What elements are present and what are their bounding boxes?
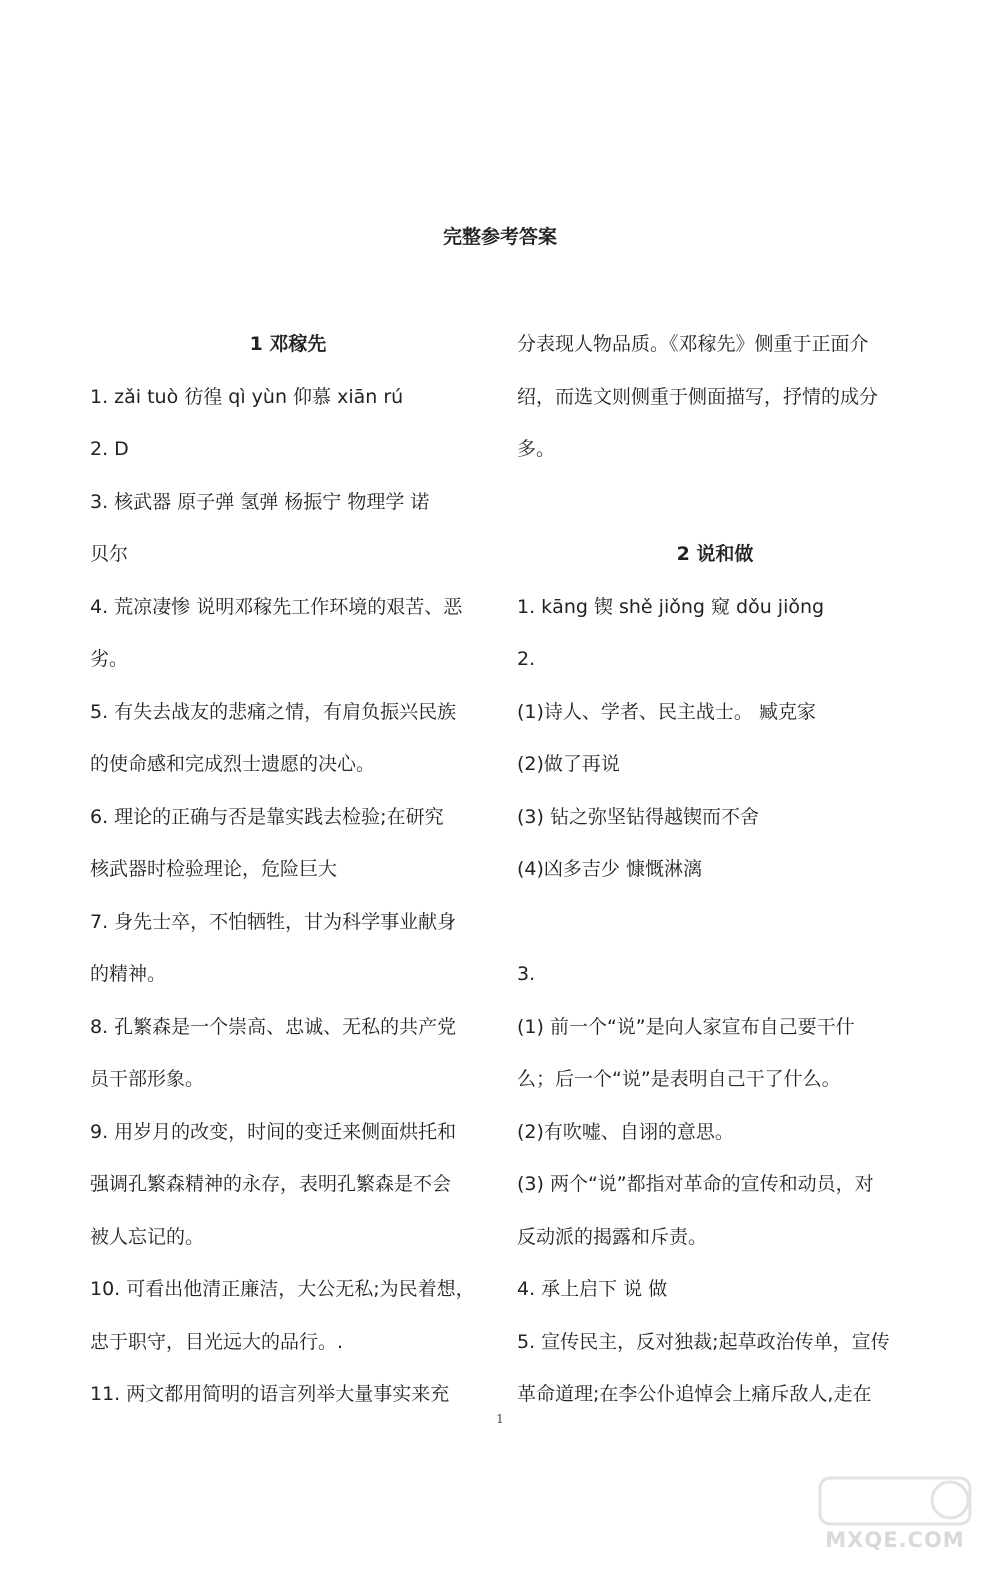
answer-line: 核武器时检验理论，危险巨大: [90, 858, 338, 880]
answer-line: 么；后一个“说”是表明自己干了什么。: [517, 1068, 841, 1090]
watermark-logo: [800, 1470, 990, 1565]
answer-line: 多。: [517, 438, 556, 460]
answer-line: 2.: [517, 648, 536, 670]
answer-line: 贝尔: [90, 543, 129, 565]
answer-line: 4. 承上启下 说 做: [517, 1278, 668, 1300]
watermark-logo-icon: [800, 1470, 990, 1530]
page-number: 1: [496, 1412, 504, 1426]
answer-line: 5. 有失去战友的悲痛之情，有肩负振兴民族: [90, 700, 457, 723]
answer-line: 1. kāng 锲 shě jiǒng 窥 dǒu jiǒng: [517, 595, 825, 618]
right-column: [517, 318, 913, 1421]
answer-line: 忠于职守，目光远大的品行。.: [90, 1330, 344, 1353]
answer-line: 8. 孔繁森是一个崇高、忠诚、无私的共产党: [90, 1015, 457, 1038]
section-heading: 2 说和做: [676, 543, 754, 565]
answer-line: 9. 用岁月的改变，时间的变迁来侧面烘托和: [90, 1120, 457, 1143]
watermark-text: MXQE.COM: [825, 1528, 965, 1552]
answer-line: 革命道理;在李公仆追悼会上痛斥敌人,走在: [517, 1383, 872, 1405]
answer-line: 被人忘记的。: [90, 1225, 205, 1248]
answer-line: 强调孔繁森精神的永存，表明孔繁森是不会: [90, 1173, 452, 1195]
answer-line: (2)做了再说: [517, 753, 620, 775]
answer-line: (1)诗人、学者、民主战士。 臧克家: [517, 700, 816, 723]
answer-line: 5. 宣传民主，反对独裁;起草政治传单，宣传: [517, 1330, 890, 1353]
answer-line: (1) 前一个“说”是向人家宣布自己要干什: [517, 1015, 855, 1038]
answer-line: (3) 钻之弥坚钻得越锲而不舍: [517, 805, 759, 828]
answer-line: 4. 荒凉凄惨 说明邓稼先工作环境的艰苦、恶: [90, 595, 463, 618]
blank-line: [517, 896, 913, 949]
answer-line: 7. 身先士卒，不怕牺牲，甘为科学事业献身: [90, 910, 457, 933]
section-heading: 1 邓稼先: [249, 333, 327, 355]
answer-line: 1. zǎi tuò 彷徨 qì yùn 仰慕 xiān rú: [90, 385, 404, 408]
answer-line: 分表现人物品质。《邓稼先》侧重于正面介: [517, 333, 869, 355]
answer-line: 6. 理论的正确与否是靠实践去检验;在研究: [90, 805, 444, 828]
left-column: [90, 318, 486, 1421]
answer-line: 2. D: [90, 438, 129, 460]
answer-line: 劣。: [90, 648, 129, 670]
answer-line: (2)有吹嘘、自诩的意思。: [517, 1120, 734, 1143]
answer-line: 10. 可看出他清正廉洁，大公无私;为民着想，: [90, 1278, 475, 1300]
answer-line: 3. 核武器 原子弹 氢弹 杨振宁 物理学 诺: [90, 490, 430, 513]
page-title: 完整参考答案: [442, 226, 557, 248]
answer-line: 员干部形象。: [90, 1068, 205, 1090]
answer-line: 的精神。: [90, 963, 167, 985]
answer-line: 反动派的揭露和斥责。: [517, 1225, 708, 1248]
answer-line: 绍，而选文则侧重于侧面描写，抒情的成分: [517, 385, 879, 408]
answer-line: (4)凶多吉少 慷慨淋漓: [517, 858, 702, 880]
answer-line: 的使命感和完成烈士遗愿的决心。: [90, 753, 376, 775]
blank-line: [517, 476, 913, 529]
answer-line: 11. 两文都用简明的语言列举大量事实来充: [90, 1383, 450, 1405]
answer-line: (3) 两个“说”都指对革命的宣传和动员，对: [517, 1173, 874, 1195]
answer-line: 3.: [517, 963, 536, 985]
